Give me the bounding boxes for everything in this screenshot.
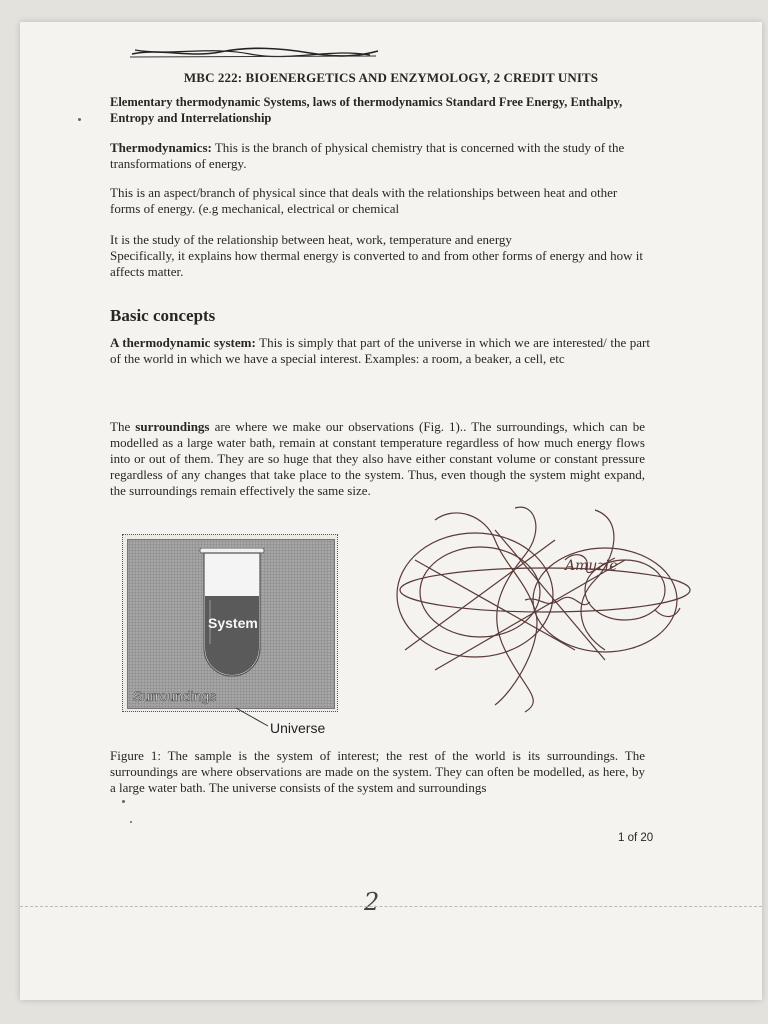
surroundings-text: are where we make our observations (Fig. 1).. The surroundings, which can be modelled as a large water bath, remain at constant temperature regardless of how much energy flows into or out of them. They are so huge that they also have either constant volume or constant pressure regardless of any changes that take place to the system. Thus, even though the system might expand, the surroundings remain effectively the same size. [110, 419, 645, 498]
definition-text: This is the branch of physical chemistry that is concerned with the study of the transformations of energy. [110, 140, 625, 171]
water-bath [127, 539, 335, 709]
surroundings-paragraph [110, 419, 645, 499]
section-heading: Basic concepts [110, 306, 216, 325]
paragraph-study-line-1: It is the study of the relationship between heat, work, temperature and energy [110, 232, 512, 247]
course-title: MBC 222: BIOENERGETICS AND ENZYMOLOGY, 2 CREDIT UNITS [183, 70, 599, 85]
system-paragraph [110, 335, 650, 367]
paper-speck [122, 800, 125, 803]
universe-label: Universe [270, 720, 326, 736]
handwritten-signature [375, 500, 705, 715]
paragraph-study-line-2: Specifically, it explains how thermal energy is converted to and from other forms of energy and how it affects matter. [110, 248, 643, 279]
system-text: This is simply that part of the universe in which we are interested/ the part of the world in which we have a special interest. Examples: a room, a beaker, a cell, etc [110, 335, 651, 366]
paper-speck [78, 118, 81, 121]
surroundings-pre: The [110, 419, 136, 434]
paragraph-study [110, 232, 650, 280]
definition-term: Thermodynamics: [110, 140, 212, 155]
system-label: System [208, 615, 258, 631]
surroundings-term: surroundings [135, 419, 210, 434]
test-tube [198, 548, 266, 678]
handwritten-page-number: 2 [364, 888, 380, 916]
universe-box [122, 534, 338, 712]
paragraph-relationships: This is an aspect/branch of physical since that deals with the relationships between heat and other forms of energy. (e.g mechanical, electrical or chemical [110, 185, 618, 216]
thermodynamics-definition [110, 140, 650, 172]
top-scribble [130, 44, 380, 62]
figure-caption: Figure 1: The sample is the system of interest; the rest of the world is its surroundings. The surroundings are where observations are made on the system. They can often be modelled, as here, by a large water bath. The universe consists of the system and surroundings [110, 748, 645, 795]
document-subtitle: Elementary thermodynamic Systems, laws of thermodynamics Standard Free Energy, Enthalpy, Entropy and Interrelationship [110, 95, 623, 125]
surroundings-label: Surroundings [133, 688, 217, 704]
document-page [20, 22, 762, 1000]
page-bottom-line [20, 906, 762, 907]
system-term: A thermodynamic system: [110, 335, 256, 350]
page-number: 1 of 20 [618, 832, 654, 844]
figure-1 [122, 534, 342, 744]
paper-speck [130, 821, 132, 823]
universe-leader-line [234, 706, 274, 730]
signature-text: Amuzie [565, 558, 618, 574]
